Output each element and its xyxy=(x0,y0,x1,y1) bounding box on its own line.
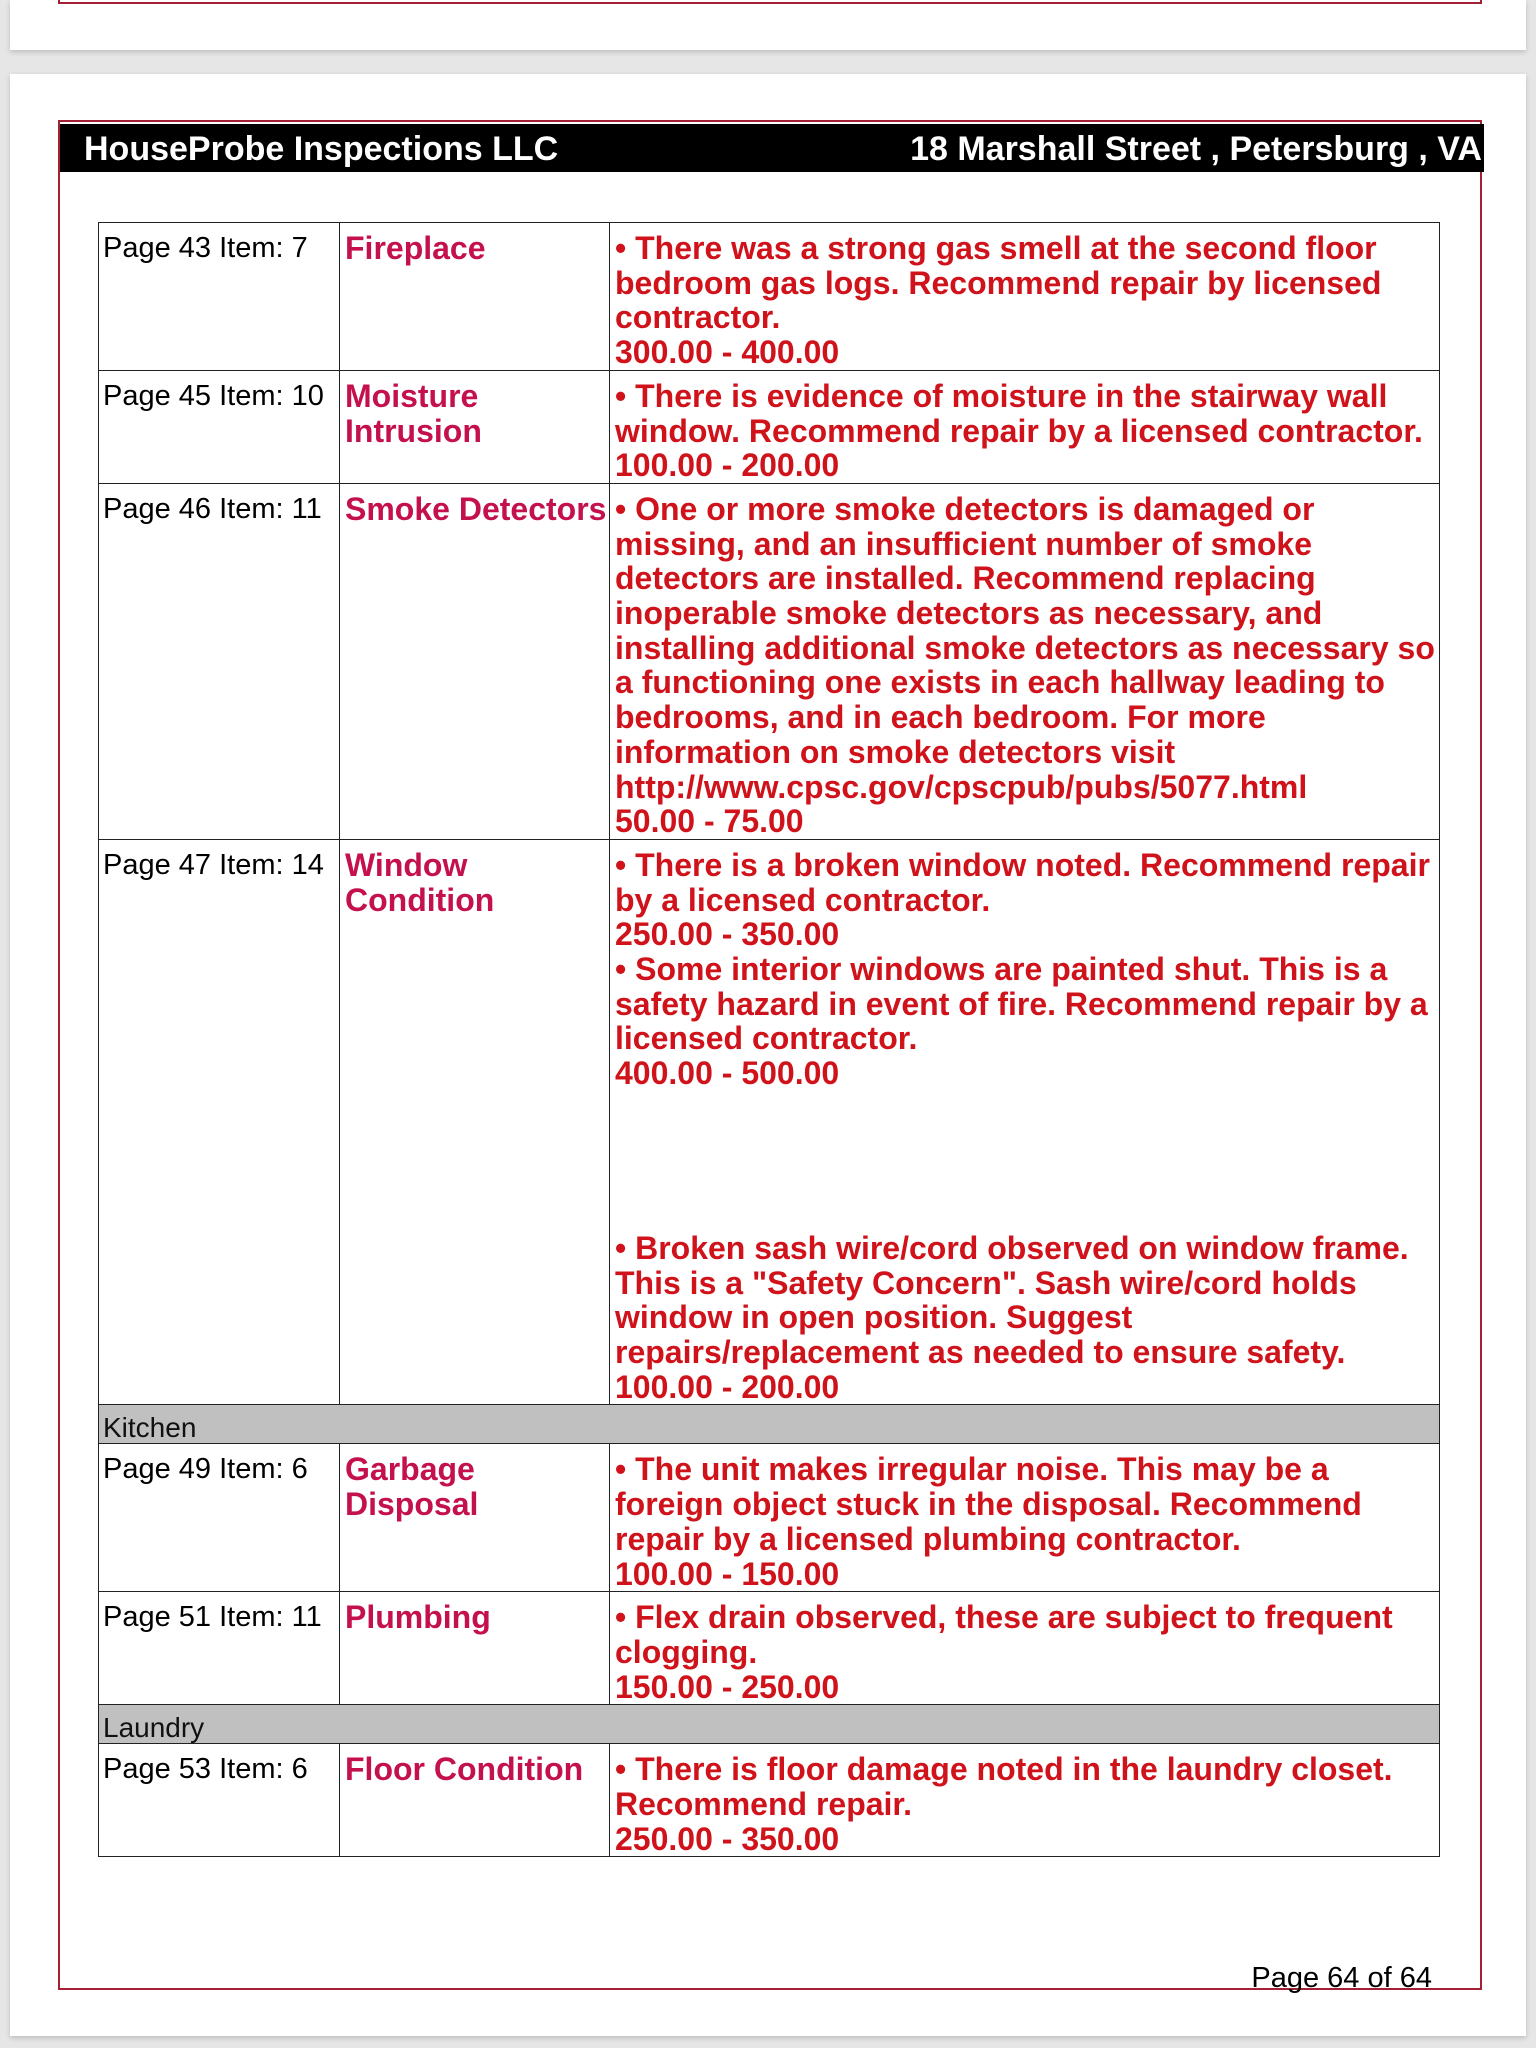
item-category: Window Condition xyxy=(340,839,610,1404)
note-text: • The unit makes irregular noise. This may be a foreign object stuck in the disposal. Recommend repair by a licensed plumbing contractor. xyxy=(615,1451,1362,1557)
item-description xyxy=(610,370,1440,483)
company-name: HouseProbe Inspections LLC xyxy=(84,130,559,168)
item-reference[interactable]: Page 53 Item: 6 xyxy=(99,1744,340,1857)
summary-table xyxy=(98,222,1440,1857)
item-reference[interactable]: Page 49 Item: 6 xyxy=(99,1444,340,1592)
item-description xyxy=(610,839,1440,1404)
table-row xyxy=(99,483,1440,839)
note-text: • There is evidence of moisture in the stairway wall window. Recommend repair by a licensed contractor. xyxy=(615,377,1423,449)
item-reference[interactable]: Page 51 Item: 11 xyxy=(99,1592,340,1705)
cost-estimate: 250.00 - 350.00 xyxy=(615,916,840,953)
cost-estimate: 400.00 - 500.00 xyxy=(615,1055,840,1092)
cost-estimate: 50.00 - 75.00 xyxy=(615,803,804,840)
report-page xyxy=(10,74,1526,2036)
blank-space xyxy=(615,1091,1435,1231)
item-description xyxy=(610,223,1440,371)
table-row xyxy=(99,1744,1440,1857)
section-row xyxy=(99,1705,1440,1744)
note-text: • Some interior windows are painted shut. This is a safety hazard in event of fire. Recommend repair by a licensed contractor. xyxy=(615,951,1428,1057)
item-category: Smoke Detectors xyxy=(340,483,610,839)
table-row xyxy=(99,1592,1440,1705)
note-text: • There was a strong gas smell at the second floor bedroom gas logs. Recommend repair by licensed contractor. xyxy=(615,230,1382,336)
item-description xyxy=(610,1744,1440,1857)
cost-estimate: 250.00 - 350.00 xyxy=(615,1820,840,1857)
page-number: Page 64 of 64 xyxy=(1251,1962,1432,1994)
note-text: • Broken sash wire/cord observed on window frame. This is a "Safety Concern". Sash wire/cord holds window in open position. Suggest repairs/replacement as needed to ensure safety. xyxy=(615,1229,1409,1370)
cost-estimate: 100.00 - 150.00 xyxy=(615,1555,840,1592)
table-row xyxy=(99,1444,1440,1592)
note-text: • There is floor damage noted in the laundry closet. Recommend repair. xyxy=(615,1751,1393,1823)
item-category: Floor Condition xyxy=(340,1744,610,1857)
note-text: • Flex drain observed, these are subject to frequent clogging. xyxy=(615,1599,1393,1670)
cost-estimate: 100.00 - 200.00 xyxy=(615,447,840,484)
cost-estimate: 100.00 - 200.00 xyxy=(615,1368,840,1405)
item-category: Moisture Intrusion xyxy=(340,370,610,483)
section-row xyxy=(99,1405,1440,1444)
previous-page-edge xyxy=(10,0,1526,50)
item-category: Plumbing xyxy=(340,1592,610,1705)
item-reference[interactable]: Page 47 Item: 14 xyxy=(99,839,340,1404)
item-reference[interactable]: Page 45 Item: 10 xyxy=(99,370,340,483)
table-row xyxy=(99,370,1440,483)
item-description xyxy=(610,1444,1440,1592)
note-text: • There is a broken window noted. Recommend repair by a licensed contractor. xyxy=(615,846,1430,918)
cost-estimate: 300.00 - 400.00 xyxy=(615,334,840,371)
previous-page-frame xyxy=(58,0,1482,4)
table-row xyxy=(99,839,1440,1404)
item-reference[interactable]: Page 43 Item: 7 xyxy=(99,223,340,371)
table-row xyxy=(99,223,1440,371)
note-text: • One or more smoke detectors is damaged or missing, and an insufficient number of smoke detectors are installed. Recommend replacing inoperable smoke detectors as necessary, and installing additional smoke detectors as necessary so a functioning one exists in each hallway leading to bedrooms, and in each bedroom. For more information on smoke detectors visit http://www.cpsc.gov/cpscpub/pubs/5077.html xyxy=(615,490,1435,805)
item-description xyxy=(610,483,1440,839)
item-category: Fireplace xyxy=(340,223,610,371)
cost-estimate: 150.00 - 250.00 xyxy=(615,1668,840,1705)
item-category: Garbage Disposal xyxy=(340,1444,610,1592)
section-label: Laundry xyxy=(99,1705,1440,1744)
property-address: 18 Marshall Street , Petersburg , VA xyxy=(910,130,1482,168)
item-reference[interactable]: Page 46 Item: 11 xyxy=(99,483,340,839)
section-label: Kitchen xyxy=(99,1405,1440,1444)
item-description xyxy=(610,1592,1440,1705)
report-header xyxy=(60,124,1484,172)
